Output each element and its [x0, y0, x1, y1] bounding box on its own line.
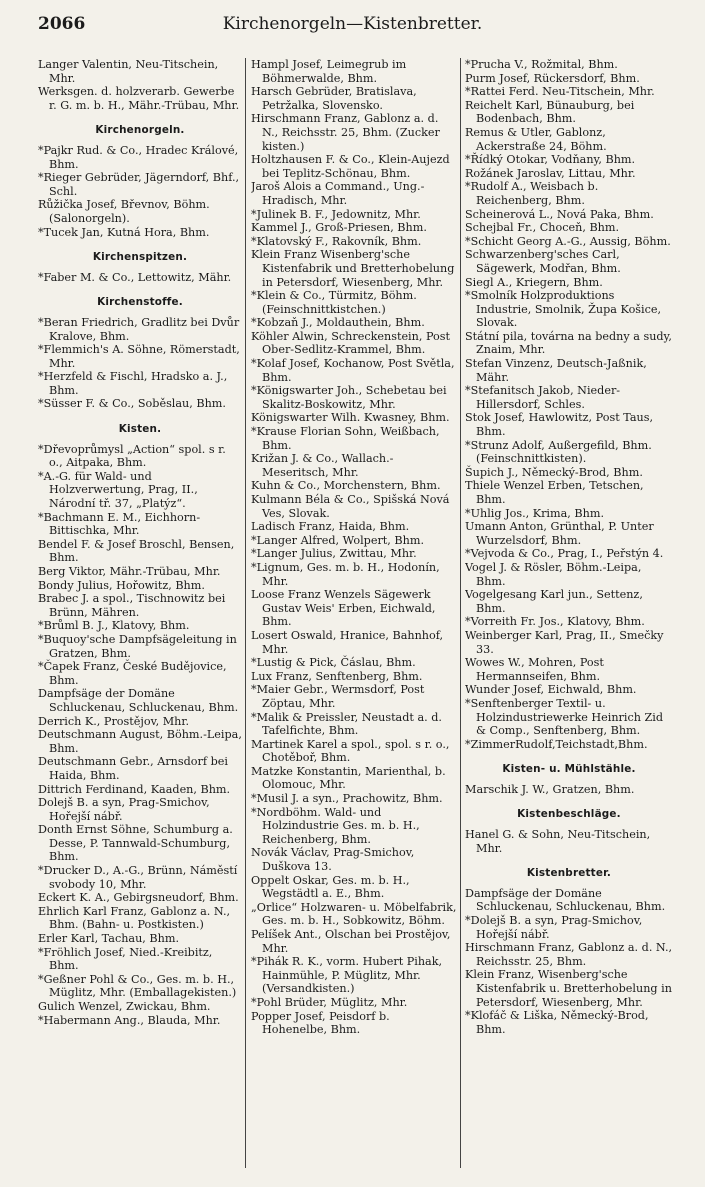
directory-entry: *Süsser F. & Co., Soběslau, Bhm. [38, 397, 226, 411]
directory-entry: Deutschmann Gebr., Arnsdorf bei Haida, Bhm. [38, 755, 228, 782]
directory-entry: *Dolejš B. a syn, Prag-Smichov, Hořejší nábř. [465, 914, 643, 941]
column-divider [245, 58, 246, 1168]
column-divider [460, 58, 461, 1168]
directory-column-2 [251, 58, 457, 1178]
directory-entry: *Pihák R. K., vorm. Hubert Pihak, Hainmühle, P. Müglitz, Mhr. (Versandkisten.) [251, 955, 443, 996]
directory-column-3 [465, 58, 673, 1178]
directory-entry: Holtzhausen F. & Co., Klein-Aujezd bei Teplitz-Schönau, Bhm. [251, 153, 450, 180]
directory-entry: Bondy Julius, Hořowitz, Bhm. [38, 578, 205, 592]
directory-entry: *Pohl Brüder, Müglitz, Mhr. [251, 995, 408, 1009]
directory-entry: *Malik & Preissler, Neustadt a. d. Tafelfichte, Bhm. [251, 710, 442, 738]
directory-entry: Hirschmann Franz, Gablonz a. d. N., Reichsstr. 25, Bhm. [465, 941, 673, 968]
directory-entry: *Stefanitsch Jakob, Nieder-Hillersdorf, Schles. [465, 384, 621, 411]
directory-entry: Oppelt Oskar, Ges. m. b. H., Wegstädtl a. E., Bhm. [251, 873, 410, 901]
directory-entry: Berg Viktor, Mähr.-Trübau, Mhr. [38, 565, 221, 578]
directory-entry: Bendel F. & Josef Broschl, Bensen, Bhm. [38, 537, 235, 565]
directory-entry: Schwarzenberg'sches Carl, Sägewerk, Modřan, Bhm. [465, 248, 621, 275]
directory-entry: Rožánek Jaroslav, Littau, Mhr. [465, 166, 636, 180]
directory-entry: Pelíšek Ant., Olschan bei Prostějov, Mhr. [251, 928, 451, 955]
directory-entry: Vogelgesang Karl jun., Settenz, Bhm. [465, 588, 643, 615]
directory-entry: Šupich J., Německý-Brod, Bhm. [465, 465, 643, 479]
directory-entry: Novák Václav, Prag-Smichov, Duškova 13. [251, 846, 415, 874]
section-heading: Kistenbretter. [526, 867, 612, 880]
directory-entry: *Herzfeld & Fischl, Hradsko a. J., Bhm. [38, 370, 228, 397]
directory-entry: Weinberger Karl, Prag, II., Smečky 33. [465, 628, 664, 656]
directory-entry: Schejbal Fr., Choceň, Bhm. [465, 221, 620, 235]
directory-entry: Reichelt Karl, Bünauburg, bei Bodenbach, Bhm. [465, 98, 635, 126]
directory-entry: Jaroš Alois a Command., Ung.-Hradisch, Mhr. [251, 180, 425, 207]
directory-entry: *Krause Florian Sohn, Weißbach, Bhm. [251, 425, 440, 452]
directory-entry: Brabec J. a spol., Tischnowitz bei Brünn, Mähren. [38, 592, 226, 619]
directory-entry: *Buquoy'sche Dampfsägeleitung in Gratzen, Bhm. [38, 632, 237, 660]
directory-entry: Langer Valentin, Neu-Titschein, Mhr. [38, 58, 219, 85]
directory-entry: Remus & Utler, Gablonz, Ackerstraße 24, Böhm. [465, 125, 607, 153]
section-heading: Kisten- u. Mühlstähle. [502, 763, 636, 776]
page-title: Kirchenorgeln—Kistenbretter. [222, 14, 483, 34]
directory-entry: Matzke Konstantin, Marienthal, b. Olomouc, Mhr. [251, 764, 446, 792]
directory-entry: *Schicht Georg A.-G., Aussig, Böhm. [465, 234, 671, 248]
directory-entry: *Řídký Otokar, Vodňany, Bhm. [465, 153, 636, 167]
directory-entry: *Vejvoda & Co., Prag, I., Peřstýn 4. [465, 547, 664, 561]
directory-entry: Erler Karl, Tachau, Bhm. [38, 932, 179, 946]
directory-entry: Stefan Vinzenz, Deutsch-Jaßnik, Mähr. [465, 357, 647, 384]
directory-entry: *Čapek Franz, České Budějovice, Bhm. [38, 660, 227, 687]
directory-entry: *Smolník Holzproduktions Industrie, Smolnik, Župa Košice, Slovak. [465, 289, 662, 330]
section-heading: Kirchenstoffe. [97, 296, 183, 309]
directory-entry: *Musil J. a syn., Prachowitz, Bhm. [251, 792, 443, 806]
directory-entry: *Klein & Co., Türmitz, Böhm. (Feinschnittkistchen.) [251, 289, 417, 316]
directory-entry: Klein Franz Wisenberg'sche Kistenfabrik und Bretterhobelung in Petersdorf, Wiesenberg, Mhr. [251, 248, 455, 289]
directory-entry: Dolejš B. a syn, Prag-Smichov, Hořejší nábř. [38, 796, 210, 823]
directory-entry: Thiele Wenzel Erben, Tetschen, Bhm. [465, 479, 644, 506]
directory-entry: *Faber M. & Co., Lettowitz, Mähr. [38, 270, 232, 284]
directory-entry: *Uhlig Jos., Krima, Bhm. [465, 506, 604, 520]
section-heading: Kirchenspitzen. [92, 251, 188, 264]
directory-entry: Hampl Josef, Leimegrub im Böhmerwalde, Bhm. [251, 58, 407, 85]
directory-entry: *Flemmich's A. Söhne, Römerstadt, Mhr. [38, 343, 240, 370]
directory-entry: Růžička Josef, Břevnov, Böhm. (Salonorgeln). [38, 198, 210, 225]
directory-entry: Kulmann Béla & Co., Spišská Nová Ves, Slovak. [251, 493, 450, 520]
directory-entry: Köhler Alwin, Schreckenstein, Post Ober-Sedlitz-Krammel, Bhm. [251, 329, 451, 357]
directory-entry: *Brůml B. J., Klatovy, Bhm. [38, 619, 190, 633]
directory-entry: Scheinerová L., Nová Paka, Bhm. [465, 207, 654, 221]
directory-entry: Hanel G. & Sohn, Neu-Titschein, Mhr. [465, 828, 651, 855]
directory-entry: *Rattei Ferd. Neu-Titschein, Mhr. [465, 85, 655, 99]
directory-entry: *Klofáč & Liška, Německý-Brod, Bhm. [465, 1009, 649, 1036]
directory-entry: Kuhn & Co., Morchenstern, Bhm. [251, 479, 441, 493]
directory-entry: Lux Franz, Senftenberg, Bhm. [251, 669, 423, 683]
directory-entry: Deutschmann August, Böhm.-Leipa, Bhm. [38, 728, 242, 755]
directory-entry: Eckert K. A., Gebirgsneudorf, Bhm. [38, 891, 239, 905]
directory-entry: Werksgen. d. holzverarb. Gewerbe r. G. m. b. H., Mähr.-Trübau, Mhr. [38, 85, 240, 112]
directory-entry: *Beran Friedrich, Gradlitz bei Dvůr Kralove, Bhm. [38, 315, 240, 343]
directory-entry: *Pajkr Rud. & Co., Hradec Králové, Bhm. [38, 143, 239, 171]
page-header [0, 0, 705, 44]
directory-entry: Dampfsäge der Domäne Schluckenau, Schluckenau, Bhm. [465, 886, 666, 914]
directory-entry: *Langer Alfred, Wolpert, Bhm. [251, 533, 425, 547]
directory-entry: *Klatovský F., Rakovník, Bhm. [251, 234, 422, 248]
directory-entry: Königswarter Wilh. Kwasney, Bhm. [251, 411, 450, 425]
directory-entry: *Rudolf A., Weisbach b. Reichenberg, Bhm. [465, 180, 599, 207]
directory-entry: Loose Franz Wenzels Sägewerk Gustav Weis' Erben, Eichwald, Bhm. [251, 588, 436, 629]
directory-entry: Losert Oswald, Hranice, Bahnhof, Mhr. [251, 628, 444, 656]
directory-entry: *Geßner Pohl & Co., Ges. m. b. H., Müglitz, Mhr. (Emballagekisten.) [38, 972, 237, 1000]
directory-entry: *Lignum, Ges. m. b. H., Hodonín, Mhr. [251, 560, 440, 588]
directory-entry: Gulich Wenzel, Zwickau, Bhm. [38, 1000, 211, 1013]
directory-entry: *Tucek Jan, Kutná Hora, Bhm. [38, 225, 210, 239]
section-heading: Kisten. [118, 423, 162, 436]
directory-entry: Umann Anton, Grünthal, P. Unter Wurzelsdorf, Bhm. [465, 520, 654, 547]
directory-entry: *Kolaf Josef, Kochanow, Post Světla, Bhm. [251, 357, 455, 384]
directory-entry: Dampfsäge der Domäne Schluckenau, Schluckenau, Bhm. [38, 687, 239, 714]
directory-entry: *Senftenberger Textil- u. Holzindustriewerke Heinrich Zid & Comp., Senftenberg, Bhm. [465, 696, 664, 738]
directory-entry: *Maier Gebr., Wermsdorf, Post Zöptau, Mhr. [251, 683, 425, 710]
directory-entry: Ladisch Franz, Haida, Bhm. [251, 520, 410, 534]
directory-entry: *Julinek B. F., Jedownitz, Mhr. [251, 207, 421, 221]
directory-entry: Kammel J., Groß-Priesen, Bhm. [251, 221, 427, 235]
directory-entry: Marschik J. W., Gratzen, Bhm. [465, 782, 635, 796]
section-heading: Kistenbeschläge. [517, 808, 621, 821]
directory-entry: *Lustig & Pick, Čáslau, Bhm. [251, 656, 416, 670]
directory-entry: Harsch Gebrüder, Bratislava, Petržalka, Slovensko. [251, 85, 417, 112]
directory-entry: Siegl A., Kriegern, Bhm. [465, 275, 603, 289]
directory-column-1 [38, 58, 242, 1178]
directory-entry: *Fröhlich Josef, Nied.-Kreibitz, Bhm. [38, 945, 213, 973]
directory-entry: Martinek Karel a spol., spol. s r. o., Chotěboř, Bhm. [251, 737, 450, 765]
directory-entry: *ZimmerRudolf,Teichstadt,Bhm. [465, 737, 648, 751]
directory-entry: Státní pila, továrna na bedny a sudy, Znaim, Mhr. [465, 329, 672, 357]
directory-entry: Dittrich Ferdinand, Kaaden, Bhm. [38, 782, 231, 796]
directory-entry: *Dřevoprůmysl „Action“ spol. s r. o., Aitpaka, Bhm. [38, 442, 226, 470]
section-heading: Kirchenorgeln. [95, 124, 185, 137]
directory-entry: *Rieger Gebrüder, Jägerndorf, Bhf., Schl. [38, 171, 240, 198]
directory-entry: Wowes W., Mohren, Post Hermannseifen, Bhm. [465, 656, 604, 683]
directory-entry: Vogel J. & Rösler, Böhm.-Leipa, Bhm. [465, 560, 642, 588]
directory-entry: *A.-G. für Wald- und Holzverwertung, Prag, II., Národní tř. 37, „Platýz“. [38, 469, 198, 511]
directory-entry: Wunder Josef, Eichwald, Bhm. [465, 683, 637, 697]
directory-entry: *Habermann Ang., Blauda, Mhr. [38, 1013, 221, 1027]
directory-entry: *Nordböhm. Wald- und Holzindustrie Ges. m. b. H., Reichenberg, Bhm. [251, 805, 420, 846]
directory-entry: Derrich K., Prostějov, Mhr. [38, 714, 190, 728]
directory-entry: Hirschmann Franz, Gablonz a. d. N., Reichsstr. 25, Bhm. (Zucker kisten.) [251, 112, 440, 153]
page-number: 2066 [38, 14, 86, 34]
directory-entry: *Kobzaň J., Moldauthein, Bhm. [251, 316, 425, 330]
directory-entry: *Strunz Adolf, Außergefild, Bhm. (Feinschnittkisten). [465, 438, 652, 466]
directory-entry: „Orlice“ Holzwaren- u. Möbelfabrik, Ges. m. b. H., Sobkowitz, Böhm. [251, 900, 457, 928]
directory-entry: *Prucha V., Rožmital, Bhm. [465, 58, 618, 71]
directory-entry: Ehrlich Karl Franz, Gablonz a. N., Bhm. (Bahn- u. Postkisten.) [38, 904, 231, 932]
directory-entry: Klein Franz, Wisenberg'sche Kistenfabrik u. Bretterhobelung in Petersdorf, Wiesenberg, Mhr. [465, 968, 672, 1009]
directory-entry: Purm Josef, Rückersdorf, Bhm. [465, 71, 640, 85]
directory-entry: Popper Josef, Peisdorf b. Hohenelbe, Bhm. [251, 1009, 390, 1037]
directory-entry: *Bachmann E. M., Eichhorn-Bittischka, Mhr. [38, 510, 201, 538]
directory-entry: Stok Josef, Hawlowitz, Post Taus, Bhm. [465, 411, 654, 439]
directory-entry: *Königswarter Joh., Schebetau bei Skalitz-Boskowitz, Mhr. [251, 384, 447, 411]
directory-entry: *Drucker D., A.-G., Brünn, Náměstí svobody 10, Mhr. [38, 864, 238, 891]
directory-entry: Donth Ernst Söhne, Schumburg a. Desse, P. Tannwald-Schumburg, Bhm. [38, 823, 233, 864]
directory-entry: Križan J. & Co., Wallach.-Meseritsch, Mhr. [251, 452, 394, 479]
directory-entry: *Langer Julius, Zwittau, Mhr. [251, 547, 417, 561]
directory-entry: *Vorreith Fr. Jos., Klatovy, Bhm. [465, 615, 645, 629]
